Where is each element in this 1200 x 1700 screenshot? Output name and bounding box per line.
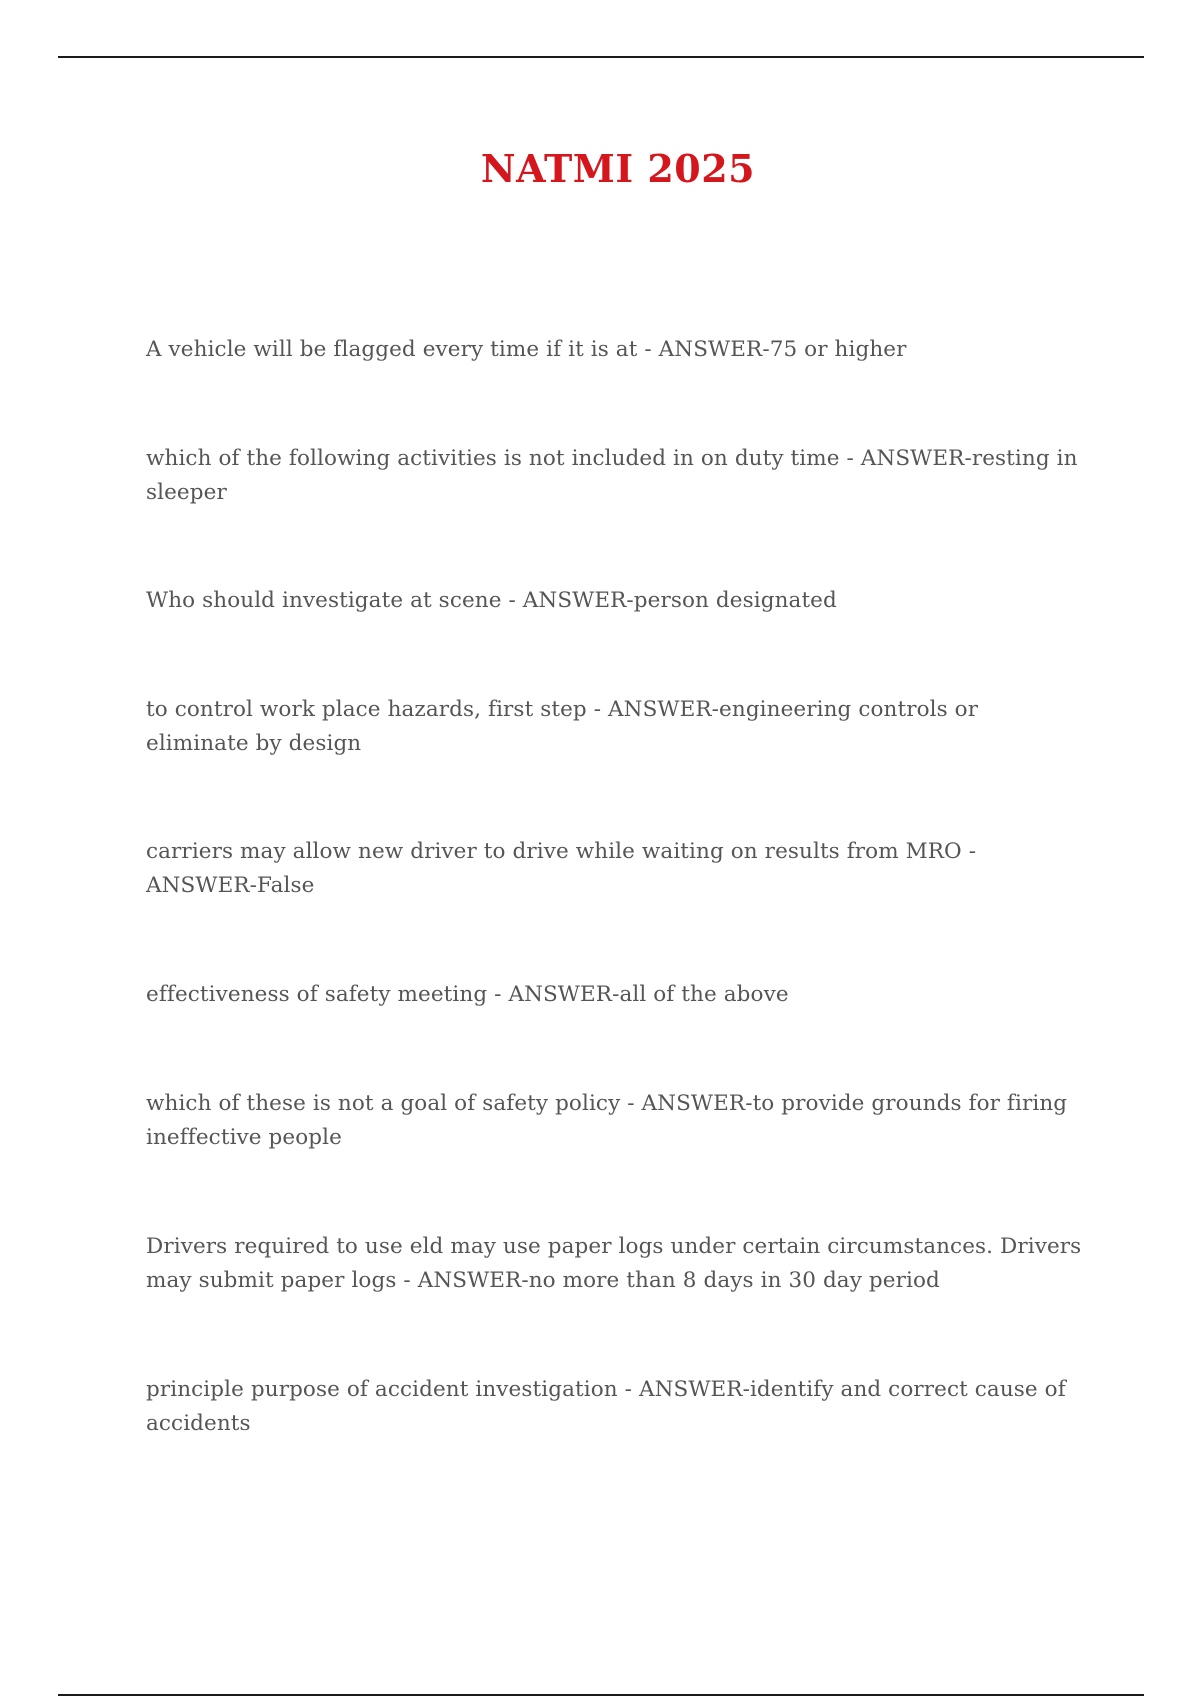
qa-item: principle purpose of accident investigation - ANSWER-identify and correct cause of accidents bbox=[146, 1377, 1066, 1436]
document-title: NATMI 2025 bbox=[480, 146, 756, 191]
bottom-rule bbox=[58, 1694, 1144, 1696]
qa-item: effectiveness of safety meeting - ANSWER-all of the above bbox=[146, 982, 789, 1007]
qa-item: which of the following activities is not included in on duty time - ANSWER-resting in sleeper bbox=[146, 446, 1078, 505]
qa-item: A vehicle will be flagged every time if it is at - ANSWER-75 or higher bbox=[146, 337, 907, 362]
qa-item: carriers may allow new driver to drive while waiting on results from MRO - ANSWER-False bbox=[146, 839, 977, 898]
qa-item: Drivers required to use eld may use paper logs under certain circumstances. Drivers may submit paper logs - ANSWER-no more than 8 days in 30 day period bbox=[146, 1234, 1082, 1293]
qa-item: Who should investigate at scene - ANSWER-person designated bbox=[146, 588, 837, 613]
qa-item: to control work place hazards, first step - ANSWER-engineering controls or eliminate by design bbox=[146, 697, 979, 756]
qa-item: which of these is not a goal of safety policy - ANSWER-to provide grounds for firing ineffective people bbox=[146, 1091, 1068, 1150]
top-rule bbox=[58, 56, 1144, 58]
